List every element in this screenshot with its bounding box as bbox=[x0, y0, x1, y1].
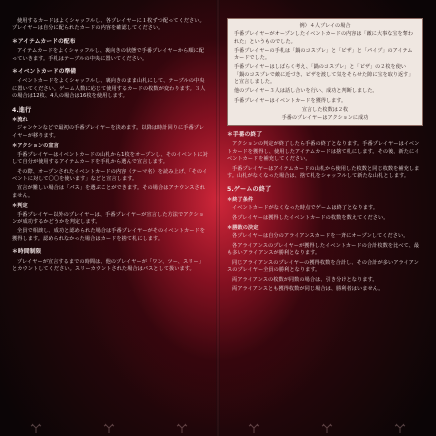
stag-antler-icon bbox=[393, 422, 407, 434]
heading-event-prep: ＊イベントカードの準備 bbox=[12, 69, 77, 76]
heading-turn-end: ＊手番の終了 bbox=[227, 132, 263, 138]
end-condition-paragraph-1: イベントカードがなくなった時点でゲームは終了となります。 bbox=[232, 205, 379, 212]
flow-paragraph: ジャンケンなどで最初の手番プレイヤーを決めます。以降は時計回りに手番プレイヤーが移ります。 bbox=[12, 125, 204, 139]
winner-paragraph-3: 同じアライアンスのプレイヤーの獲得枚数を合計し、その合計が多いアライアンスのプレイヤー全員の勝利となります。 bbox=[227, 259, 419, 274]
winner-paragraph-2: 各アライアンスのプレイヤーが獲得したイベントカードの合計枚数を比べて、最も多いアライアンスが勝利となります。 bbox=[227, 242, 420, 257]
winner-paragraph-4: 両アライアンスの枚数が同数の場合は、引き分けとなります。 bbox=[232, 276, 378, 283]
footer-ornament-row bbox=[0, 420, 436, 436]
example-line: 他のプレイヤー３人は話し合いを行い、成功と判断しました。 bbox=[234, 88, 378, 95]
subheading-flow: ＊流れ bbox=[12, 117, 28, 124]
left-page bbox=[12, 18, 208, 275]
page-spine bbox=[216, 0, 220, 436]
time-limit-paragraph: プレイヤーが宣言するまでの時間は、他のプレイヤーが「ワン、ツー、スリー」とカウントしてください。スリーカウントされた場合はパスとして扱います。 bbox=[12, 258, 204, 272]
example-line: 手番プレイヤーはしばらく考え、「鍋のコスプレ」と「ピザ」の２枚を使い「鍋のコスプレで敵に近づき、ピザを渡して気をそらせた隙に宝を取り返す」と宣言しました。 bbox=[234, 64, 414, 86]
example-line: 手番プレイヤーがオープンしたイベントカードの内容は「敵に大事な宝を奪われた」というものでした。 bbox=[234, 31, 413, 45]
turn-end-paragraph-2: 手番プレイヤーはアイテムカードの山札から使用した枚数と同じ枚数を補充します。山札がなくなった場合は、捨て札をシャッフルして新たな山札とします。 bbox=[227, 165, 420, 180]
example-box bbox=[227, 18, 423, 126]
stag-antler-icon bbox=[247, 422, 261, 434]
heading-item-deal: ＊アイテムカードの配布 bbox=[12, 38, 76, 45]
heading-game-end: 5.ゲームの終了 bbox=[227, 186, 272, 194]
judge-paragraph-2: 全員で相談し、成功と認められた場合は手番プレイヤーがそのイベントカードを獲得します。認められなかった場合はカードを捨て札にします。 bbox=[12, 228, 205, 242]
stag-antler-icon bbox=[102, 422, 116, 434]
heading-time-limit: ＊時間制限 bbox=[12, 249, 42, 256]
setup-paragraph: 使用するカードはよくシャッフルし、各プレイヤーに１枚ずつ配ってください。プレイヤーは自分に配られたカードの内容を確認してください。 bbox=[12, 18, 205, 32]
end-condition-paragraph-2: 各プレイヤーは獲得したイベントカードの枚数を数えてください。 bbox=[232, 214, 389, 221]
example-label: 例）４人プレイの場合 bbox=[299, 23, 351, 29]
example-summary: 手番のプレイヤーはアクションに成功 bbox=[281, 115, 369, 122]
action-paragraph-2: その際、オープンされたイベントカードの内容（テーマ名）を読み上げ、「そのイベントに対して〇〇を使います」などと宣言します。 bbox=[12, 168, 208, 182]
example-line: 手番プレイヤーはイベントカードを獲得します。 bbox=[234, 97, 347, 104]
subheading-action: ＊アクションの宣言 bbox=[12, 143, 59, 150]
turn-end-paragraph-1: アクションの判定が終了したら手番の終了となります。手番プレイヤーはイベントカードを獲得し、使用したアイテムカードは捨て札にします。その後、新たにイベントカードを補充してください。 bbox=[227, 141, 420, 163]
heading-progress: 4.進行 bbox=[12, 106, 32, 114]
item-deal-paragraph: アイテムカードをよくシャッフルし、裏向きの状態で手番プレイヤーから順に配っていきます。手札はテーブルの中央に置いてください。 bbox=[12, 48, 205, 62]
right-page bbox=[227, 18, 423, 295]
winner-paragraph-5: 両アライアンスとも獲得枚数が同じ場合は、勝利者はいません。 bbox=[232, 285, 384, 292]
subheading-end-condition: ＊終了条件 bbox=[227, 196, 254, 203]
judge-paragraph-1: 手番プレイヤー以外のプレイヤーは、手番プレイヤーが宣言した方法でアクションが成功するかどうかを判定します。 bbox=[12, 211, 204, 225]
subheading-winner: ＊勝敗の決定 bbox=[227, 225, 259, 232]
stag-antler-icon bbox=[175, 422, 189, 434]
winner-paragraph-1: 各プレイヤーは自分のアライアンスカードを一斉にオープンしてください。 bbox=[232, 233, 409, 240]
action-paragraph-1: 手番プレイヤーはイベントカードの山札から1枚をオープンし、そのイベントに対して自分が使用するアイテムカードを手札から選んで宣言します。 bbox=[12, 151, 208, 166]
stag-antler-icon bbox=[29, 422, 43, 434]
example-summary: 宣言した枚数は２枚 bbox=[301, 106, 349, 113]
stag-antler-icon bbox=[320, 422, 334, 434]
example-line: 手番プレイヤーの手札は「鍋のコスプレ」と「ピザ」と「パイプ」のアイテムカードでした。 bbox=[234, 47, 413, 62]
action-paragraph-3: 宣言が難しい場合は「パス」を選ぶことができます。その場合はアナウンスされません。 bbox=[12, 185, 205, 199]
subheading-judge: ＊判定 bbox=[12, 203, 28, 210]
event-prep-paragraph: イベントカードをよくシャッフルし、裏向きのまま山札にして、テーブルの中央に置いてください。ゲーム人数に応じて使用するカードの枚数が変わります。３人の場合は12枚、4人の場合は16枚を使用します。 bbox=[12, 78, 206, 100]
